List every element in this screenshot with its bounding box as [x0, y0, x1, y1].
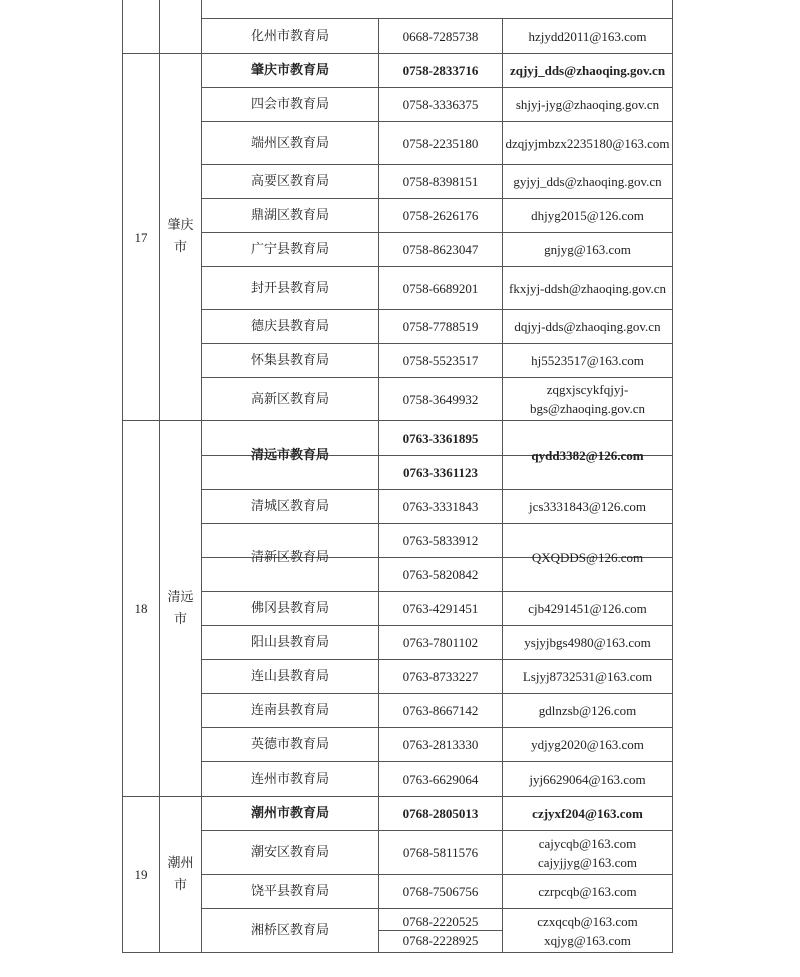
agency-cell: 饶平县教育局 [250, 884, 329, 899]
email-cell-line: cajycqb@163.com [538, 835, 637, 851]
city-name-cell [160, 797, 201, 952]
agency-cell: 湘桥区教育局 [250, 923, 329, 938]
phone-cell: 0758-2626176 [402, 208, 479, 223]
email-cell: gnjyg@163.com [544, 242, 631, 257]
agency-cell: 广宁县教育局 [250, 242, 329, 257]
email-cell: ysjyjbgs4980@163.com [524, 635, 651, 650]
email-cell: zqgxjscykfqjyj-bgs@zhaoqing.gov.cn [529, 382, 646, 416]
phone-cell: 0758-8623047 [402, 242, 479, 257]
email-cell: dzqjyjmbzx2235180@163.com [505, 135, 670, 151]
phone-cell: 0758-8398151 [402, 174, 479, 189]
email-cell: gdlnzsb@126.com [538, 703, 637, 718]
phone-cell: 0758-2833716 [402, 63, 479, 78]
agency-cell: 四会市教育局 [250, 97, 329, 112]
email-cell-line: czxqcqb@163.com [537, 913, 638, 929]
group-number-cell: 18 [134, 601, 148, 616]
email-cell: jyj6629064@163.com [529, 771, 646, 787]
phone-cell: 0763-5820842 [402, 567, 479, 582]
phone-cell: 0763-4291451 [402, 601, 479, 616]
group-number-cell: 17 [134, 229, 148, 245]
email-cell: dqjyj-dds@zhaoqing.gov.cn [514, 319, 661, 334]
phone-cell: 0763-8667142 [402, 703, 479, 718]
agency-cell: 端州区教育局 [250, 135, 329, 151]
agency-cell: 高新区教育局 [250, 391, 329, 407]
phone-cell: 0758-6689201 [402, 280, 479, 296]
email-cell [503, 831, 672, 874]
agency-cell: 清城区教育局 [250, 499, 329, 514]
agency-cell: 封开县教育局 [250, 280, 329, 296]
phone-cell: 0768-7506756 [402, 884, 479, 899]
email-cell [503, 909, 672, 952]
phone-cell: 0763-3331843 [402, 499, 479, 514]
email-cell: shjyj-jyg@zhaoqing.gov.cn [515, 97, 660, 112]
agency-cell: 怀集县教育局 [250, 353, 329, 368]
email-cell: qydd3382@126.com [531, 447, 644, 463]
email-cell: hzjydd2011@163.com [528, 28, 647, 44]
email-cell: jcs3331843@126.com [528, 499, 647, 514]
email-cell: ydjyg2020@163.com [531, 737, 644, 752]
agency-cell: 潮安区教育局 [250, 845, 329, 860]
phone-cell: 0763-6629064 [402, 771, 479, 787]
phone-cell: 0763-3361895 [402, 430, 479, 446]
email-cell: fkxjyj-ddsh@zhaoqing.gov.cn [509, 280, 666, 296]
agency-cell: 佛冈县教育局 [250, 601, 329, 616]
phone-cell: 0763-7801102 [402, 635, 479, 650]
agency-cell: 阳山县教育局 [250, 635, 329, 650]
city-name-line: 清远 [167, 589, 194, 605]
city-name-line: 肇庆 [167, 218, 194, 233]
agency-cell: 连州市教育局 [250, 771, 329, 787]
agency-cell: 德庆县教育局 [250, 319, 329, 334]
agency-cell: 清新区教育局 [250, 550, 329, 565]
phone-cell: 0758-3336375 [402, 97, 479, 112]
table-rule-vertical [672, 0, 673, 953]
agency-cell: 化州市教育局 [250, 28, 329, 44]
email-cell: QXQDDS@126.com [531, 550, 644, 565]
phone-cell: 0758-5523517 [402, 353, 479, 368]
phone-cell: 0768-2805013 [402, 806, 479, 821]
phone-cell: 0758-2235180 [402, 135, 479, 151]
agency-cell: 潮州市教育局 [250, 806, 329, 821]
table-rule-horizontal [122, 952, 673, 953]
phone-cell-line: 0768-2228925 [402, 932, 479, 948]
email-cell: Lsjyj8732531@163.com [522, 669, 653, 684]
email-cell: dhjyg2015@126.com [531, 208, 644, 223]
email-cell-line: cajyjjyg@163.com [538, 854, 637, 870]
agency-cell: 连山县教育局 [250, 669, 329, 684]
phone-cell: 0758-3649932 [402, 391, 479, 407]
phone-cell: 0763-3361123 [402, 465, 479, 480]
city-name-line: 市 [173, 611, 187, 627]
phone-cell: 0758-7788519 [402, 319, 479, 334]
city-name-line: 市 [173, 877, 187, 893]
email-cell: gyjyj_dds@zhaoqing.gov.cn [513, 174, 662, 189]
phone-cell: 0668-7285738 [402, 28, 479, 44]
city-name-cell [160, 54, 201, 420]
table-rule-horizontal [378, 930, 503, 931]
email-cell: czrpcqb@163.com [538, 884, 637, 899]
group-number-cell: 19 [134, 867, 148, 882]
agency-cell: 连南县教育局 [250, 703, 329, 718]
city-name-cell [160, 421, 201, 796]
agency-cell: 鼎湖区教育局 [250, 208, 329, 223]
agency-cell: 清远市教育局 [250, 447, 329, 463]
phone-cell: 0763-8733227 [402, 669, 479, 684]
phone-cell-line: 0768-2220525 [402, 913, 479, 929]
city-name-line: 市 [173, 240, 187, 255]
agency-cell: 肇庆市教育局 [250, 63, 329, 78]
phone-cell: 0763-2813330 [402, 737, 479, 752]
email-cell: hj5523517@163.com [531, 353, 644, 368]
agency-cell: 高要区教育局 [250, 174, 329, 189]
email-cell: zqjyj_dds@zhaoqing.gov.cn [509, 63, 666, 78]
phone-cell: 0768-5811576 [402, 845, 479, 860]
agency-cell: 英德市教育局 [250, 737, 329, 752]
email-cell: czjyxf204@163.com [532, 806, 643, 821]
email-cell-line: xqjyg@163.com [544, 932, 631, 948]
email-cell: cjb4291451@126.com [528, 601, 647, 616]
city-name-line: 潮州 [167, 855, 194, 871]
phone-cell: 0763-5833912 [402, 533, 479, 548]
